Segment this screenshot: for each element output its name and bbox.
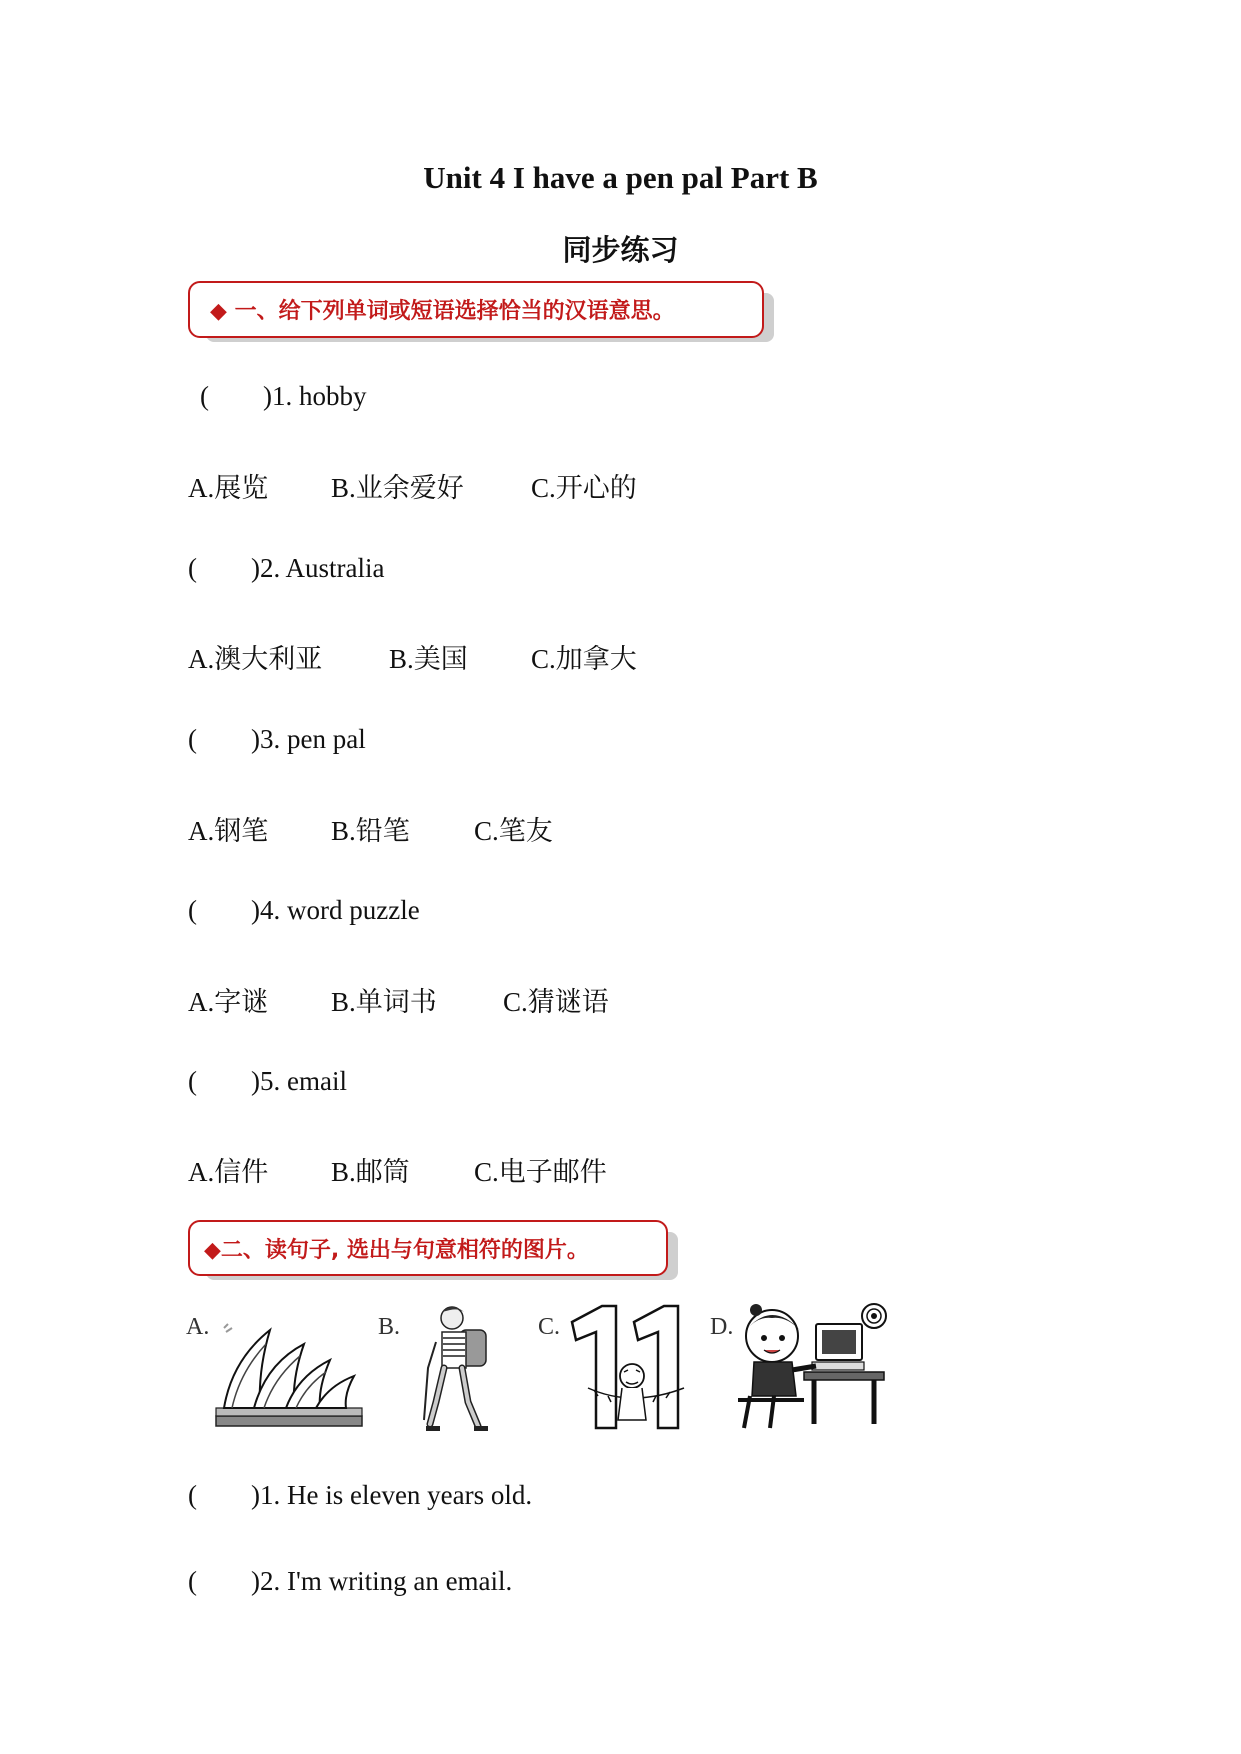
question-1-stem: ( )1. hobby — [200, 381, 367, 411]
section-2-heading — [188, 1220, 668, 1276]
option-b: B.铅笔 — [331, 816, 410, 846]
section-1-heading-text: ◆ 一、给下列单词或短语选择恰当的汉语意思。 — [210, 299, 675, 324]
option-a: A.展览 — [188, 473, 269, 503]
hiker-boy-icon — [422, 1302, 502, 1432]
question-2-options — [188, 637, 788, 673]
question-3-options — [188, 809, 788, 845]
option-c: C.猜谜语 — [503, 987, 609, 1017]
question-2-stem: ( )2. Australia — [188, 553, 385, 583]
question-5-options — [188, 1150, 788, 1186]
picture-question-1-stem: ( )1. He is eleven years old. — [188, 1480, 533, 1510]
section-1-heading — [188, 281, 764, 338]
option-a: A.信件 — [188, 1157, 269, 1187]
picture-a-label: A. — [186, 1314, 210, 1340]
option-b: B.邮筒 — [331, 1157, 410, 1187]
option-a: A.字谜 — [188, 987, 269, 1017]
question-4-stem: ( )4. word puzzle — [188, 895, 420, 925]
picture-c — [538, 1300, 698, 1435]
option-b: B.业余爱好 — [331, 473, 464, 503]
option-a: A.澳大利亚 — [188, 644, 323, 674]
question-1-options — [188, 466, 788, 502]
question-5-stem: ( )5. email — [188, 1066, 347, 1096]
picture-question-2-stem: ( )2. I'm writing an email. — [188, 1566, 513, 1596]
page-title: Unit 4 I have a pen pal Part B — [423, 160, 818, 195]
girl-at-computer-icon — [734, 1300, 890, 1432]
option-b: B.美国 — [389, 644, 468, 674]
option-a: A.钢笔 — [188, 816, 269, 846]
picture-d-label: D. — [710, 1314, 734, 1340]
option-c: C.笔友 — [474, 816, 553, 846]
option-c: C.电子邮件 — [474, 1157, 607, 1187]
page-subtitle: 同步练习 — [562, 233, 679, 267]
section-2-heading-text: ◆二、读句子, 选出与句意相符的图片。 — [204, 1237, 589, 1263]
option-c: C.加拿大 — [531, 644, 637, 674]
question-3-stem: ( )3. pen pal — [188, 724, 366, 754]
number-eleven-icon — [568, 1302, 696, 1432]
opera-house-icon — [214, 1320, 364, 1428]
option-c: C.开心的 — [531, 473, 637, 503]
picture-a — [186, 1300, 366, 1430]
picture-c-label: C. — [538, 1314, 561, 1340]
picture-d — [710, 1300, 890, 1435]
picture-b — [378, 1300, 528, 1435]
picture-b-label: B. — [378, 1314, 401, 1340]
question-4-options — [188, 980, 788, 1016]
option-b: B.单词书 — [331, 987, 437, 1017]
